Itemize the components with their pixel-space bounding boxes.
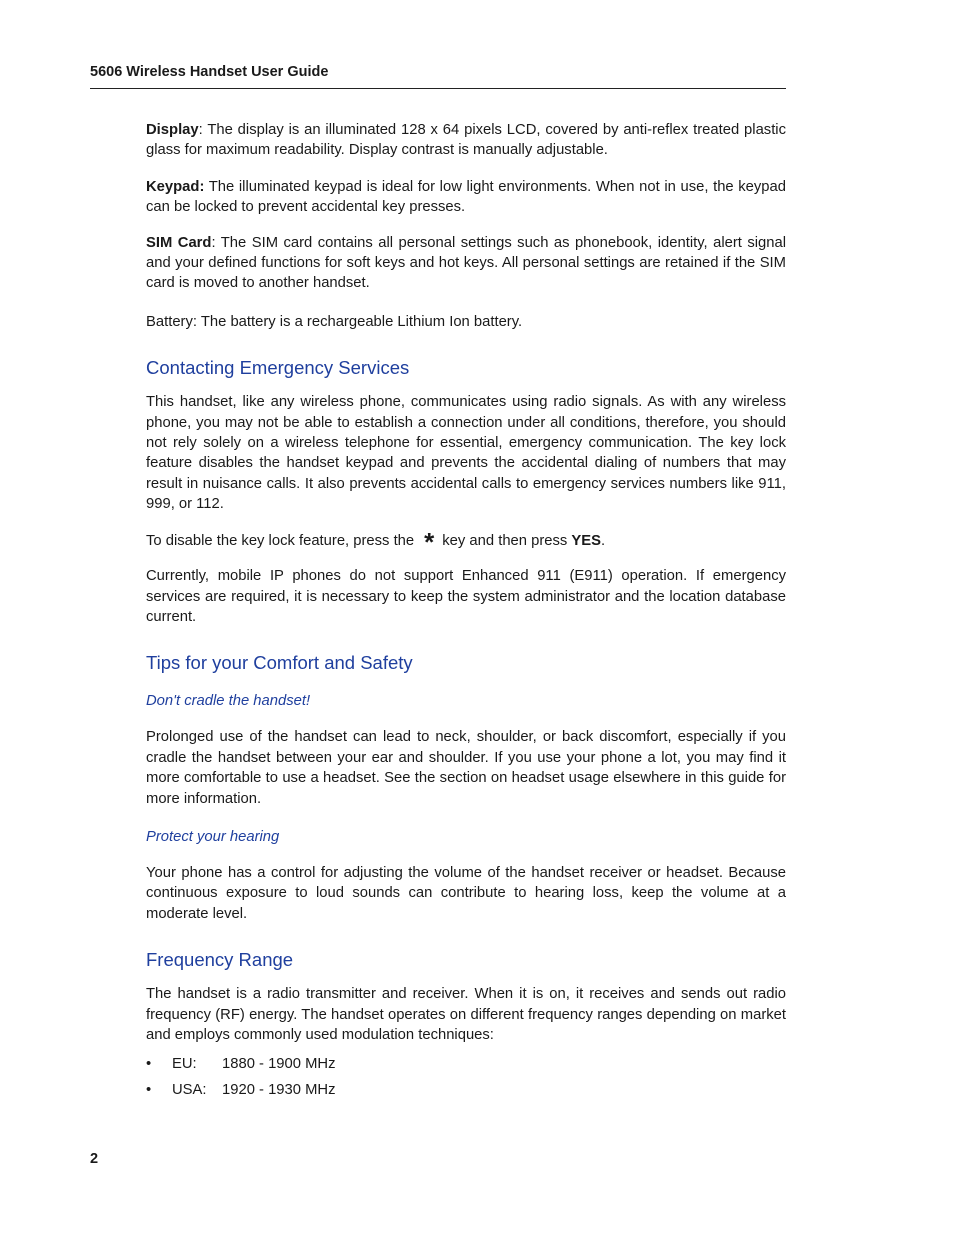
keypad-paragraph — [146, 177, 786, 218]
display-text: : The display is an illuminated 128 x 64 pixels LCD, covered by anti-reflex treated plastic glass for maximum readability. Display contrast is manually adjustable. — [146, 122, 786, 159]
keylock-paragraph — [146, 526, 786, 557]
region-label: USA: — [172, 1082, 207, 1099]
display-paragraph — [146, 120, 786, 161]
page-header — [90, 62, 786, 89]
guide-title: 5606 Wireless Handset User Guide — [90, 64, 329, 80]
sim-paragraph — [146, 233, 786, 294]
sim-term: SIM Card — [146, 234, 212, 251]
hearing-subheading: Protect your hearing — [146, 828, 280, 845]
range-value: 1880 - 1900 MHz — [222, 1056, 336, 1073]
list-item — [146, 1080, 786, 1100]
list-item — [146, 1054, 786, 1074]
cradle-paragraph: Prolonged use of the handset can lead to neck, shoulder, or back discomfort, especially if you cradle the handset between your ear and shoulder. If you use your phone a lot, you may find it more comfortable to use a headset. See the section on headset usage elsewhere in this guide for more information. — [146, 729, 786, 807]
yes-key-label: YES — [571, 532, 602, 549]
region-label: EU: — [172, 1056, 197, 1073]
keylock-end: . — [601, 532, 606, 549]
battery-paragraph: Battery: The battery is a rechargeable Lithium Ion battery. — [146, 313, 523, 330]
tips-heading: Tips for your Comfort and Safety — [146, 652, 413, 674]
sim-text: : The SIM card contains all personal settings such as phonebook, identity, alert signal and your defined functions for soft keys and hot keys. All personal settings are retained if the SIM card is moved to another handset. — [146, 234, 786, 292]
page-number: 2 — [90, 1151, 99, 1167]
emergency-paragraph: This handset, like any wireless phone, communicates using radio signals. As with any wireless phone, you may not be able to establish a connection under all conditions, therefore, you should not rely solely on a wireless telephone for essential, emergency communication. The key lock feature disables the handset keypad and prevents the accidental dialing of numbers that may result in nuisance calls. It also prevents accidental calls to emergency services numbers like 911, 999, or 112. — [146, 394, 786, 513]
cradle-subheading: Don't cradle the handset! — [146, 693, 311, 710]
star-key-icon: * — [424, 526, 435, 557]
keylock-text-before: To disable the key lock feature, press the — [146, 532, 415, 549]
bullet-icon: • — [146, 1056, 152, 1073]
display-term: Display — [146, 122, 199, 138]
e911-paragraph: Currently, mobile IP phones do not support Enhanced 911 (E911) operation. If emergency services are required, it is necessary to keep the system administrator and the location database current. — [146, 568, 786, 625]
hearing-paragraph: Your phone has a control for adjusting the volume of the handset receiver or headset. Because continuous exposure to loud sounds can contribute to hearing loss, keep the volume at a moderate level. — [146, 864, 786, 922]
frequency-heading: Frequency Range — [146, 949, 294, 971]
range-value: 1920 - 1930 MHz — [222, 1082, 336, 1099]
frequency-list — [146, 1054, 786, 1100]
bullet-icon: • — [146, 1082, 152, 1099]
page-content — [146, 120, 786, 1100]
emergency-heading: Contacting Emergency Services — [146, 357, 410, 379]
keylock-text-after: key and then press — [442, 532, 568, 549]
keypad-text: The illuminated keypad is ideal for low light environments. When not in use, the keypad can be locked to prevent accidental key presses. — [146, 178, 786, 216]
keypad-term: Keypad: — [146, 178, 205, 195]
frequency-paragraph: The handset is a radio transmitter and receiver. When it is on, it receives and sends out radio frequency (RF) energy. The handset operates on different frequency ranges depending on market and employs commonly used modulation techniques: — [146, 986, 786, 1043]
